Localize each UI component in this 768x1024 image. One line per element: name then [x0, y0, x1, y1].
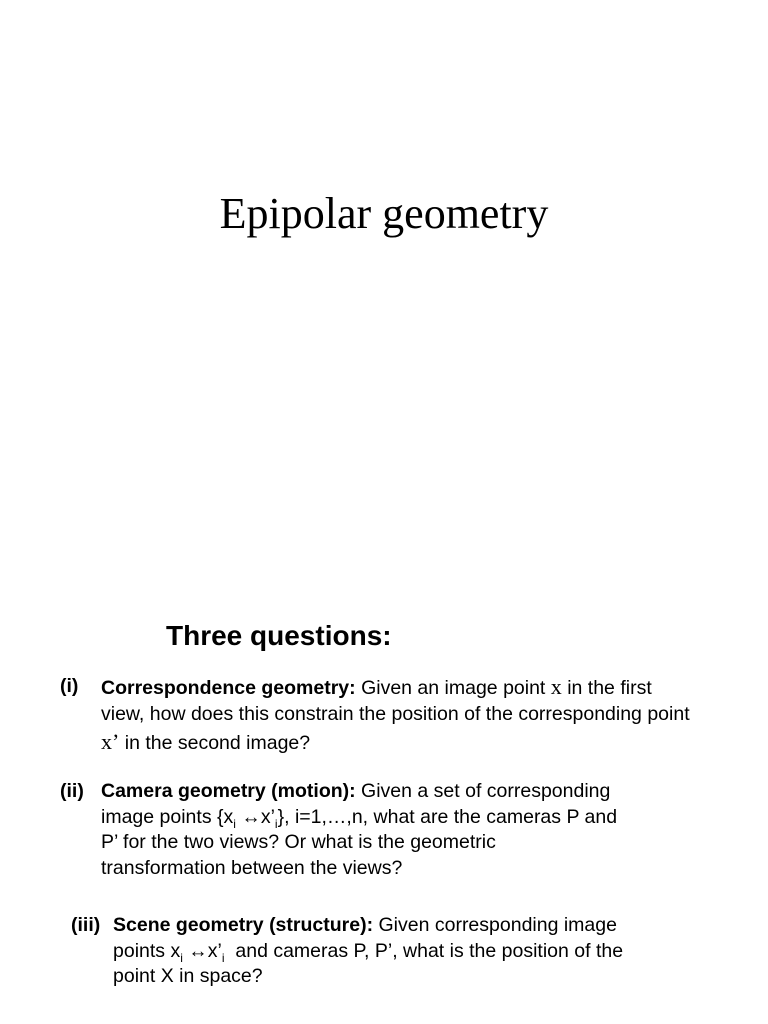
question-3-body [113, 913, 623, 990]
question-1-heading: Correspondence geometry: [101, 677, 356, 699]
subscript-i: i [233, 816, 236, 831]
question-2 [60, 779, 760, 884]
question-1-line-3-text: in the second image? [119, 732, 311, 754]
question-1-number: (i) [60, 675, 79, 697]
question-1-line-1 [101, 674, 690, 702]
question-1-body [101, 674, 690, 757]
point-x-symbol: x [550, 674, 562, 699]
question-3-line-2-a: points x [113, 939, 181, 962]
question-1-line-2: view, how does this constrain the position of the corresponding point [101, 702, 690, 725]
question-2-text: Given a set of corresponding [355, 780, 611, 802]
subscript-i: i [221, 950, 225, 965]
question-1-text-tail: in the first [561, 677, 652, 699]
question-2-line-4: transformation between the views? [101, 856, 403, 879]
question-2-line-2-a: image points {x [101, 805, 234, 828]
question-2-number: (ii) [60, 780, 84, 802]
question-3-number: (iii) [71, 914, 101, 936]
question-2-line-1 [101, 779, 617, 805]
question-2-line-2-c: }, i=1,…,n, what are the cameras P and [277, 805, 618, 828]
question-3-line-2-b: ↔x’ [182, 939, 222, 962]
question-1-text: Given an image point [355, 677, 551, 699]
question-3-line-3: point X in space? [113, 965, 263, 987]
question-3 [71, 913, 761, 993]
question-3-heading: Scene geometry (structure): [113, 914, 374, 936]
subscript-i: i [274, 816, 278, 831]
question-1 [60, 674, 760, 754]
point-x-prime-symbol: x’ [101, 729, 120, 754]
question-3-line-1 [113, 913, 623, 939]
question-2-body [101, 779, 617, 881]
question-3-line-2-c: and cameras P, P’, what is the position of the [224, 939, 624, 962]
question-2-line-2-b: ↔x’ [235, 805, 275, 828]
slide-title: Epipolar geometry [219, 189, 549, 238]
question-2-line-2 [101, 805, 617, 831]
question-2-line-3: P’ for the two views? Or what is the geometric [101, 831, 496, 853]
section-heading: Three questions: [166, 620, 392, 651]
question-1-line-3 [101, 729, 690, 757]
subscript-i: i [180, 950, 183, 965]
question-3-line-2 [113, 939, 623, 965]
question-3-text: Given corresponding image [373, 914, 617, 936]
question-2-heading: Camera geometry (motion): [101, 780, 356, 802]
